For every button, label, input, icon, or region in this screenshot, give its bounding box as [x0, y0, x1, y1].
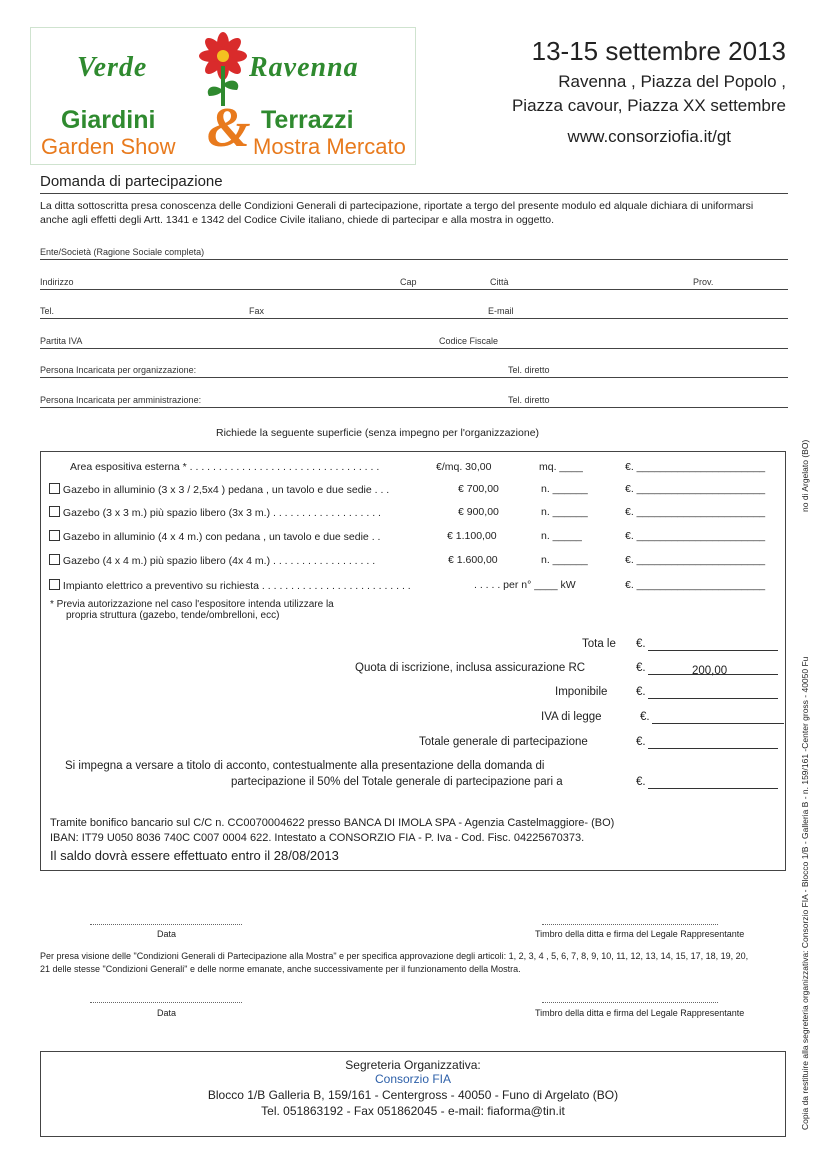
totale-generale-label: Totale generale di partecipazione: [419, 736, 588, 748]
item-unit-1[interactable]: n. ______: [541, 483, 588, 495]
label-email: E-mail: [488, 306, 514, 316]
imponibile-euro: €.: [636, 686, 646, 698]
item-unit-4[interactable]: n. ______: [541, 554, 588, 566]
logo-word-ravenna: Ravenna: [249, 52, 359, 83]
item-row-1: [49, 483, 389, 496]
label-ente: Ente/Società (Ragione Sociale completa): [40, 247, 205, 257]
request-heading: Richiede la seguente superficie (senza impegno per l'organizzazione): [216, 427, 540, 439]
imponibile-field[interactable]: [648, 698, 778, 699]
item-row-2: [49, 506, 381, 519]
item-price-4: € 1.600,00: [448, 554, 498, 566]
item-price-0: €/mq. 30,00: [436, 461, 492, 473]
item-desc-4: Gazebo (4 x 4 m.) più spazio libero (4x 4 m.) . . . . . . . . . . . . . . . . . .: [62, 555, 376, 567]
label-tel: Tel.: [40, 306, 55, 316]
logo-ampersand: &: [207, 97, 251, 159]
intro-text: La ditta sottoscritta presa conoscenza delle Condizioni Generali di partecipazione, riportate a tergo del presente modulo ed alquale dichiara di uniformarsi anche agli effetti degli Artt. 1341 e 1342 del Codice Civile italiano, chiede di partecipar e alla mostra in oggetto.: [40, 200, 754, 226]
label-piva: Partita IVA: [40, 336, 83, 346]
item-amount-5[interactable]: €. ______________________: [625, 579, 766, 591]
signature-label-1: Timbro della ditta e firma del Legale Rappresentante: [535, 929, 745, 939]
item-price-5[interactable]: . . . . . per n° ____ kW: [474, 579, 576, 591]
logo-word-terrazzi: Terrazzi: [261, 106, 354, 134]
date-label-2: Data: [157, 1008, 177, 1018]
logo: [30, 27, 416, 165]
persona-amm-field[interactable]: [40, 407, 788, 408]
totale-generale-euro: €.: [636, 736, 646, 748]
iva-euro: €.: [640, 711, 650, 723]
bank-line-2: IBAN: IT79 U050 8036 740C C007 0004 622. Intestato a CONSORZIO FIA - P. Iva - Cod. Fisc. 04225670373.: [50, 832, 585, 844]
item-price-1: € 700,00: [458, 483, 499, 495]
date-line-2[interactable]: [90, 1002, 242, 1003]
quota-field: [648, 674, 778, 675]
label-citta: Città: [490, 277, 509, 287]
item-unit-3[interactable]: n. _____: [541, 530, 582, 542]
item-row-5: [49, 579, 411, 592]
signature-line-1[interactable]: [542, 924, 718, 925]
ente-field[interactable]: [40, 259, 788, 260]
note-line-1: * Previa autorizzazione nel caso l'espositore intenda utilizzare la: [50, 599, 334, 610]
label-cf: Codice Fiscale: [439, 336, 499, 346]
footer-title: Segreteria Organizzativa:: [345, 1058, 481, 1072]
quota-euro: €.: [636, 662, 646, 674]
item-desc-5: Impianto elettrico a preventivo su richiesta . . . . . . . . . . . . . . . . . . . . . . . . . .: [62, 580, 411, 592]
footer-box: [40, 1051, 786, 1137]
iva-label: IVA di legge: [541, 711, 602, 723]
persona-org-field[interactable]: [40, 377, 788, 378]
item-amount-1[interactable]: €. ______________________: [625, 483, 766, 495]
totale-field[interactable]: [648, 650, 778, 651]
logo-word-verde: Verde: [77, 52, 148, 83]
item-desc-0: Area espositiva esterna * . . . . . . . . . . . . . . . . . . . . . . . . . . . . . . . . .: [70, 461, 380, 473]
item-unit-0[interactable]: mq. ____: [539, 461, 583, 473]
label-persona-org: Persona Incaricata per organizzazione:: [40, 365, 197, 375]
logo-mostra-mercato: Mostra Mercato: [253, 134, 406, 159]
item-row-4: [49, 554, 375, 567]
label-tel-diretto-1: Tel. diretto: [508, 365, 550, 375]
side-note-text: Copia da restituire alla segreteria organizzativa: Consorzio FIA - Blocco 1/B - Galleria B - n. 159/161 -Center gross - 40050 Fu: [800, 656, 810, 1130]
item-amount-2[interactable]: €. ______________________: [625, 506, 766, 518]
item-checkbox-2[interactable]: [49, 506, 60, 517]
saldo-text: Il saldo dovrà essere effettuato entro il 28/08/2013: [50, 848, 339, 863]
form-title: Domanda di partecipazione: [40, 173, 223, 190]
tax-field[interactable]: [40, 348, 788, 349]
acconto-field[interactable]: [648, 788, 778, 789]
date-label-1: Data: [157, 929, 177, 939]
event-location-2: Piazza cavour, Piazza XX settembre: [511, 96, 786, 115]
item-checkbox-5[interactable]: [49, 579, 60, 590]
event-url[interactable]: www.consorziofia.it/gt: [567, 127, 731, 146]
iva-field[interactable]: [652, 723, 784, 724]
logo-garden-show: Garden Show: [41, 134, 176, 159]
bank-line-1: Tramite bonifico bancario sul C/C n. CC0070004622 presso BANCA DI IMOLA SPA - Agenzia Castelmaggiore- (BO): [50, 817, 615, 829]
totale-label: Tota le: [582, 638, 616, 650]
label-indirizzo: Indirizzo: [40, 277, 74, 287]
label-tel-diretto-2: Tel. diretto: [508, 395, 550, 405]
acconto-line-2: partecipazione il 50% del Totale generale di partecipazione pari a: [231, 776, 563, 788]
item-amount-0[interactable]: €. ______________________: [625, 461, 766, 473]
event-location-1: Ravenna , Piazza del Popolo ,: [558, 72, 786, 91]
address-field[interactable]: [40, 289, 788, 290]
totale-generale-field[interactable]: [648, 748, 778, 749]
item-desc-2: Gazebo (3 x 3 m.) più spazio libero (3x 3 m.) . . . . . . . . . . . . . . . . . . .: [62, 507, 381, 519]
acconto-euro: €.: [636, 776, 646, 788]
side-note-text-2: no di Argelato (BO): [800, 439, 810, 512]
footer-org: Consorzio FIA: [374, 1072, 452, 1086]
item-amount-4[interactable]: €. ______________________: [625, 554, 766, 566]
item-unit-2[interactable]: n. ______: [541, 506, 588, 518]
side-note: [797, 420, 817, 1140]
acconto-line-1: Si impegna a versare a titolo di acconto, contestualmente alla presentazione della domanda di: [65, 760, 545, 772]
footer-contacts: Tel. 051863192 - Fax 051862045 - e-mail: fiaforma@tin.it: [261, 1104, 565, 1118]
totale-euro: €.: [636, 638, 646, 650]
approval-text: Per presa visione delle "Condizioni Generali di Partecipazione alla Mostra" e per specifica approvazione degli articoli: 1, 2, 3, 4 , 5, 6, 7, 8, 9, 10, 11, 12, 13, 14, 15, 17, 18, 19, 20, 21 delle stesse "Condizioni Generali" e delle norme emanate, anche successivamente per il funzionamento della Mostra.: [40, 951, 749, 974]
item-desc-3: Gazebo in alluminio (4 x 4 m.) con pedana , un tavolo e due sedie . .: [62, 531, 381, 543]
item-price-3: € 1.100,00: [447, 530, 497, 542]
signature-label-2: Timbro della ditta e firma del Legale Rappresentante: [535, 1008, 745, 1018]
event-dates: 13-15 settembre 2013: [531, 36, 786, 66]
item-checkbox-3[interactable]: [49, 530, 60, 541]
divider: [40, 193, 788, 194]
item-checkbox-1[interactable]: [49, 483, 60, 494]
imponibile-label: Imponibile: [555, 686, 608, 698]
item-desc-1: Gazebo in alluminio (3 x 3 / 2,5x4 ) pedana , un tavolo e due sedie . . .: [62, 484, 390, 496]
label-fax: Fax: [249, 306, 265, 316]
quota-value: 200,00: [692, 665, 728, 677]
label-prov: Prov.: [693, 277, 714, 287]
quota-label: Quota di iscrizione, inclusa assicurazione RC: [355, 662, 586, 674]
label-cap: Cap: [400, 277, 417, 287]
contact-field[interactable]: [40, 318, 788, 319]
item-price-2: € 900,00: [458, 506, 499, 518]
date-line-1[interactable]: [90, 924, 242, 925]
item-checkbox-4[interactable]: [49, 554, 60, 565]
logo-word-giardini: Giardini: [61, 106, 156, 134]
signature-line-2[interactable]: [542, 1002, 718, 1003]
item-amount-3[interactable]: €. ______________________: [625, 530, 766, 542]
label-persona-amm: Persona Incaricata per amministrazione:: [40, 395, 202, 405]
note-line-2: propria struttura (gazebo, tende/ombrelloni, ecc): [66, 610, 280, 621]
footer-address: Blocco 1/B Galleria B, 159/161 - Centergross - 40050 - Funo di Argelato (BO): [207, 1088, 619, 1102]
item-row-3: [49, 530, 380, 543]
